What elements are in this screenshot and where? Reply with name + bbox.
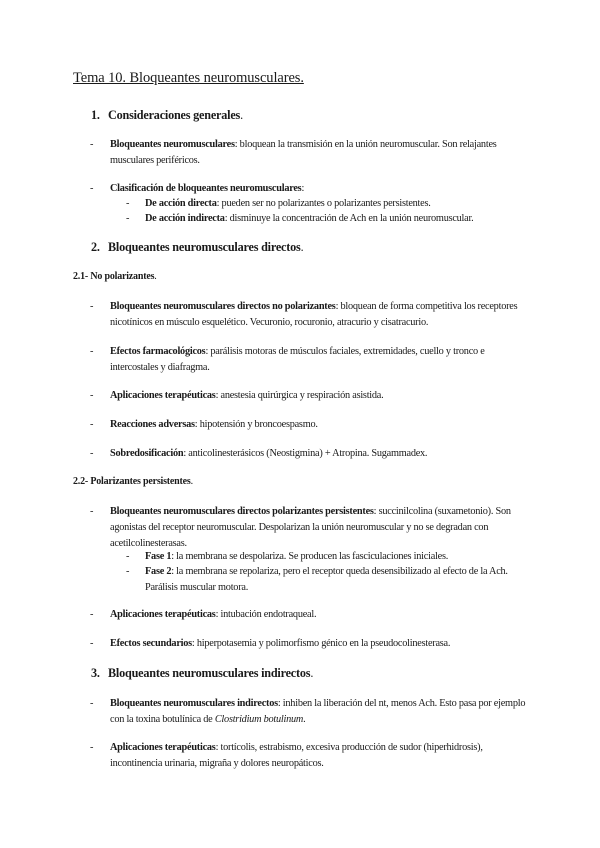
bullet-dash: - — [90, 139, 94, 150]
item-term: Fase 1 — [145, 551, 172, 562]
subsection-dot: . — [154, 271, 157, 282]
item-text: : anestesia quirúrgica y respiración asistida. — [215, 390, 384, 401]
subsection-title: 2.1- No polarizantes — [73, 271, 155, 282]
item-text: : disminuye la concentración de Ach en la unión neuromuscular. — [224, 213, 474, 224]
list-item — [90, 181, 530, 197]
bullet-dash: - — [126, 213, 130, 224]
item-text-end: . — [303, 714, 306, 725]
section-title: Bloqueantes neuromusculares indirectos — [108, 666, 311, 680]
list-item — [90, 299, 530, 331]
sub-list-item — [126, 549, 526, 565]
list-item — [90, 446, 530, 462]
item-term: Bloqueantes neuromusculares directos no polarizantes — [110, 301, 336, 312]
item-text: : inhiben la liberación del nt, menos Ach. Esto pasa por ejemplo con la toxina botulínica de — [110, 698, 526, 725]
item-term: De acción indirecta — [145, 213, 225, 224]
section-title: Bloqueantes neuromusculares directos — [108, 240, 301, 254]
page-title: Tema 10. Bloqueantes neuromusculares. — [73, 70, 304, 86]
item-term: Bloqueantes neuromusculares directos polarizantes persistentes — [110, 506, 374, 517]
item-text: : tortícolis, estrabismo, excesiva producción de sudor (hiperhidrosis), incontinencia urinaria, migraña y dolores neuropáticos. — [110, 742, 483, 769]
bullet-dash: - — [90, 742, 94, 753]
subsection-heading-2-2 — [73, 476, 193, 487]
item-term: Sobredosificación — [110, 448, 184, 459]
bullet-dash: - — [90, 448, 94, 459]
section-dot: . — [240, 108, 243, 122]
section-number: 2. — [91, 240, 100, 254]
list-item — [90, 344, 530, 376]
list-item — [90, 740, 530, 772]
sub-list-item — [126, 564, 526, 595]
item-term: Aplicaciones terapéuticas — [110, 742, 216, 753]
bullet-dash: - — [90, 506, 94, 517]
list-item — [90, 696, 530, 728]
bullet-dash: - — [90, 390, 94, 401]
bullet-dash: - — [90, 419, 94, 430]
item-text: : bloquean de forma competitiva los receptores nicotínicos en músculo esquelético. Vecuronio, rocuronio, atracurio y cisatracurio. — [110, 301, 518, 328]
item-text: : anticolinesterásicos (Neostigmina) + Atropina. Sugammadex. — [183, 448, 428, 459]
section-number: 3. — [91, 666, 100, 680]
item-text: : succinilcolina (suxametonio). Son agonistas del receptor neuromuscular. Despolarizan la unión neuromuscular y no se degradan con acetilcolinesterasas. — [110, 506, 511, 549]
list-item — [90, 417, 530, 433]
item-term: Bloqueantes neuromusculares indirectos — [110, 698, 278, 709]
subsection-dot: . — [190, 476, 193, 487]
list-item — [90, 137, 530, 169]
list-item — [90, 607, 530, 623]
bullet-dash: - — [126, 198, 130, 209]
section-number: 1. — [91, 108, 100, 122]
item-term: Efectos secundarios — [110, 638, 192, 649]
bullet-dash: - — [126, 566, 130, 577]
section-dot: . — [310, 666, 314, 680]
list-item — [90, 388, 530, 404]
sub-list-item — [126, 196, 526, 212]
item-term: Efectos farmacológicos — [110, 346, 206, 357]
sub-list-item — [126, 211, 526, 227]
item-text: : — [301, 183, 305, 194]
item-term: Reacciones adversas — [110, 419, 195, 430]
item-term: De acción directa — [145, 198, 217, 209]
bullet-dash: - — [90, 609, 94, 620]
section-dot: . — [300, 240, 304, 254]
bullet-dash: - — [90, 346, 94, 357]
subsection-heading-2-1 — [73, 271, 157, 282]
item-text: : hiperpotasemia y polimorfismo génico en la pseudocolinesterasa. — [191, 638, 451, 649]
item-italic-text: Clostridium botulinum — [214, 714, 304, 725]
section-title: Consideraciones generales — [108, 108, 241, 122]
item-text: : parálisis motoras de músculos faciales, extremidades, cuello y tronco e intercostales y diafragma. — [110, 346, 485, 373]
item-term: Bloqueantes neuromusculares — [110, 139, 235, 150]
bullet-dash: - — [90, 638, 94, 649]
section-heading-3 — [91, 666, 313, 681]
item-term: Aplicaciones terapéuticas — [110, 390, 216, 401]
list-item — [90, 636, 530, 652]
item-text: : intubación endotraqueal. — [215, 609, 317, 620]
subsection-title: 2.2- Polarizantes persistentes — [73, 476, 191, 487]
bullet-dash: - — [126, 551, 130, 562]
item-text: : pueden ser no polarizantes o polarizantes persistentes. — [216, 198, 431, 209]
item-text: : bloquean la transmisión en la unión neuromuscular. Son relajantes musculares periféricos. — [110, 139, 497, 166]
bullet-dash: - — [90, 698, 94, 709]
bullet-dash: - — [90, 183, 94, 194]
section-heading-1 — [91, 108, 243, 123]
list-item — [90, 504, 530, 552]
item-text: : la membrana se repolariza, pero el receptor queda desensibilizado al efecto de la Ach. Parálisis muscular motora. — [145, 566, 508, 593]
item-term: Clasificación de bloqueantes neuromusculares — [110, 183, 302, 194]
item-term: Aplicaciones terapéuticas — [110, 609, 216, 620]
item-text: : hipotensión y broncoespasmo. — [194, 419, 318, 430]
section-heading-2 — [91, 240, 303, 255]
item-term: Fase 2 — [145, 566, 172, 577]
bullet-dash: - — [90, 301, 94, 312]
item-text: : la membrana se despolariza. Se producen las fasciculaciones iniciales. — [171, 551, 449, 562]
